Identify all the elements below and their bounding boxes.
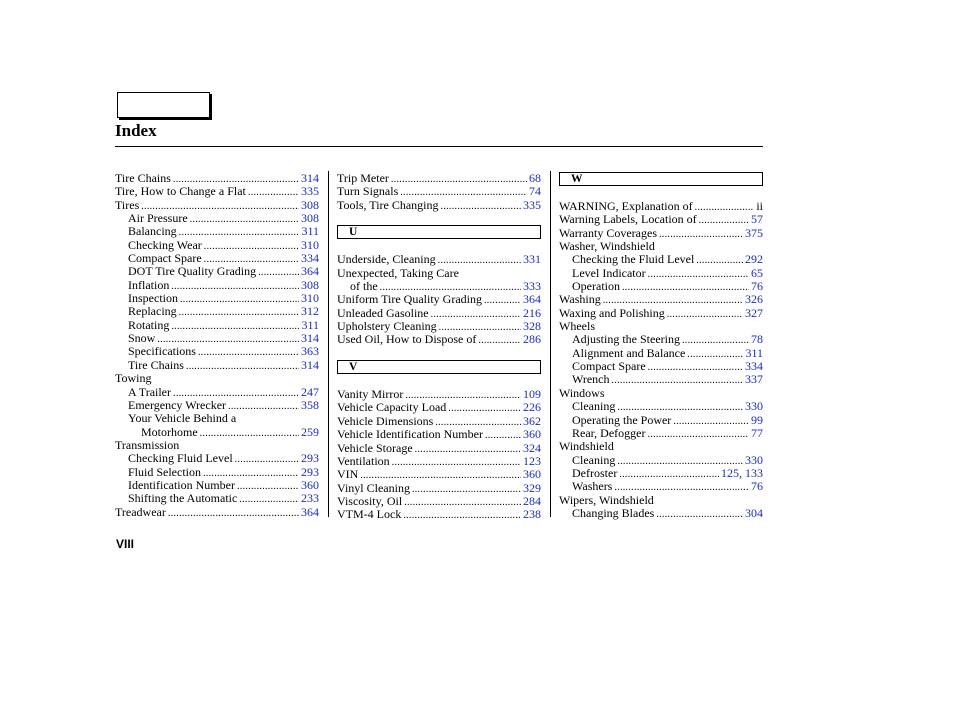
dot-leader: [237, 480, 299, 493]
page-reference-link[interactable]: 293: [301, 451, 319, 466]
index-entry[interactable]: [115, 492, 319, 505]
dot-leader: [415, 443, 521, 456]
index-entry-label: Checking Wear: [128, 237, 202, 252]
index-entry[interactable]: [115, 292, 319, 305]
index-entry[interactable]: [337, 401, 541, 414]
index-entry-label: Adjusting the Steering: [572, 332, 680, 347]
index-entry[interactable]: [559, 414, 763, 427]
index-letter-heading: U: [337, 225, 541, 239]
index-entry-label: Trip Meter: [337, 171, 389, 185]
index-entry[interactable]: [337, 333, 541, 346]
index-entry[interactable]: [559, 347, 763, 360]
page-reference-link[interactable]: 308: [301, 277, 319, 292]
index-entry-label: Warranty Coverages: [559, 225, 657, 240]
index-entry[interactable]: [337, 428, 541, 441]
page-reference-link[interactable]: 364: [301, 264, 319, 279]
index-heading: [115, 372, 319, 385]
page-reference-link[interactable]: 363: [301, 344, 319, 359]
dot-leader: [171, 280, 299, 293]
dot-leader: [667, 308, 743, 321]
dot-leader: [648, 268, 749, 281]
index-entry[interactable]: [115, 506, 319, 519]
index-entry[interactable]: [559, 373, 763, 386]
dot-leader: [171, 320, 299, 333]
index-entry-label: Vanity Mirror: [337, 387, 404, 402]
index-entry[interactable]: [337, 185, 541, 198]
page-reference-link[interactable]: 99: [751, 412, 763, 427]
index-entry-label: Wipers, Windshield: [559, 492, 654, 507]
dot-leader: [198, 346, 299, 359]
page-reference-link[interactable]: 335: [301, 184, 319, 199]
index-entry[interactable]: [559, 200, 763, 213]
index-heading: [337, 267, 541, 280]
index-entry-label: Vehicle Identification Number: [337, 427, 483, 442]
column-divider-2: [550, 171, 551, 517]
dot-leader: [699, 214, 749, 227]
dot-leader: [204, 240, 299, 253]
index-entry-label: Waxing and Polishing: [559, 305, 665, 320]
page-reference-link[interactable]: 57: [751, 212, 763, 227]
index-entry-label: Tire, How to Change a Flat: [115, 184, 246, 199]
dot-leader: [392, 456, 521, 469]
page-reference-link[interactable]: 238: [523, 507, 541, 522]
index-entry[interactable]: [337, 508, 541, 521]
page-reference-link[interactable]: 308: [301, 197, 319, 212]
index-column-1: [115, 172, 319, 519]
index-entry[interactable]: [337, 495, 541, 508]
page-reference-link[interactable]: 329: [523, 480, 541, 495]
index-entry[interactable]: [559, 467, 763, 480]
index-entry-label: Cleaning: [572, 399, 616, 414]
index-entry[interactable]: [115, 199, 319, 212]
page-reference-link[interactable]: 68: [529, 171, 541, 185]
dot-leader: [179, 306, 299, 319]
page-reference-link[interactable]: 308: [301, 211, 319, 226]
index-entry[interactable]: [115, 319, 319, 332]
dot-leader: [478, 334, 521, 347]
index-entry[interactable]: [115, 252, 319, 265]
dot-leader: [186, 360, 299, 373]
index-entry[interactable]: [559, 400, 763, 413]
index-entry-label: Vehicle Dimensions: [337, 413, 434, 428]
page-reference-link[interactable]: 334: [301, 251, 319, 266]
index-entry-label: Wrench: [572, 372, 610, 387]
index-heading: [115, 439, 319, 452]
index-letter-heading: W: [559, 172, 763, 186]
index-entry[interactable]: [337, 172, 541, 185]
index-entry[interactable]: [337, 468, 541, 481]
dot-leader: [431, 308, 521, 321]
page-reference-link[interactable]: 77: [751, 425, 763, 440]
index-entry-label: Tire Chains: [128, 357, 184, 372]
index-entry-label: A Trailer: [128, 384, 172, 399]
index-entry-label: Viscosity, Oil: [337, 493, 403, 508]
index-entry-label: Uniform Tire Quality Grading: [337, 292, 482, 307]
dot-leader: [248, 186, 299, 199]
page-reference-link[interactable]: 312: [301, 304, 319, 319]
index-entry-label: Vehicle Storage: [337, 440, 413, 455]
index-entry[interactable]: [115, 225, 319, 238]
dot-leader: [391, 173, 527, 186]
page-reference-link[interactable]: 304: [745, 505, 763, 520]
dot-leader: [648, 361, 743, 374]
page-reference-link[interactable]: 293: [301, 464, 319, 479]
dot-leader: [659, 228, 743, 241]
dot-leader: [619, 468, 719, 481]
section-tab-box: [117, 92, 210, 118]
index-spacer: [337, 212, 541, 225]
index-entry-label: Identification Number: [128, 477, 235, 492]
index-entry[interactable]: [337, 388, 541, 401]
index-entry-label: Turn Signals: [337, 184, 399, 199]
page-reference-link[interactable]: 65: [751, 265, 763, 280]
page-reference-link[interactable]: 360: [523, 467, 541, 482]
dot-leader: [448, 402, 521, 415]
page-reference-link[interactable]: 78: [751, 332, 763, 347]
page-reference-link[interactable]: 76: [751, 479, 763, 494]
index-entry-label: Operation: [572, 279, 620, 294]
index-entry-label: Compact Spare: [572, 359, 646, 374]
page-reference-link[interactable]: 216: [523, 305, 541, 320]
dot-leader: [404, 496, 521, 509]
dot-leader: [647, 428, 749, 441]
index-entry[interactable]: [559, 480, 763, 493]
page-reference-link[interactable]: 76: [751, 279, 763, 294]
index-entry-label: Replacing: [128, 304, 177, 319]
index-entry-label: Warning Labels, Location of: [559, 212, 697, 227]
page-reference-link[interactable]: 358: [301, 397, 319, 412]
index-entry-label: Inspection: [128, 291, 178, 306]
index-entry-label: Cleaning: [572, 452, 616, 467]
index-entry-label: Changing Blades: [572, 505, 655, 520]
index-entry-label: Inflation: [128, 277, 170, 292]
index-heading: [559, 440, 763, 453]
index-entry-label: Checking the Fluid Level: [572, 252, 695, 267]
title-divider: [115, 146, 763, 147]
dot-leader: [656, 508, 743, 521]
dot-leader: [239, 493, 299, 506]
page-reference-link[interactable]: 364: [523, 292, 541, 307]
index-entry[interactable]: [115, 345, 319, 358]
index-entry[interactable]: [337, 280, 541, 293]
index-entry[interactable]: [337, 415, 541, 428]
index-entry[interactable]: [115, 279, 319, 292]
index-entry-label: Used Oil, How to Dispose of: [337, 332, 477, 347]
index-entry[interactable]: [337, 320, 541, 333]
index-entry-label: Ventilation: [337, 453, 390, 468]
page-reference-link[interactable]: 375: [745, 225, 763, 240]
page-reference-link[interactable]: 314: [301, 171, 319, 185]
page-reference-link[interactable]: 109: [523, 387, 541, 402]
dot-leader: [200, 427, 299, 440]
page-reference-link[interactable]: 324: [523, 440, 541, 455]
page-reference-link[interactable]: 125, 133: [721, 465, 763, 480]
index-entry[interactable]: [115, 479, 319, 492]
dot-leader: [180, 293, 299, 306]
index-entry[interactable]: [337, 455, 541, 468]
dot-leader: [168, 507, 299, 520]
dot-leader: [696, 254, 743, 267]
index-column-2: [337, 172, 541, 522]
page-reference-link[interactable]: 314: [301, 357, 319, 372]
index-entry[interactable]: [559, 427, 763, 440]
index-entry-label: Upholstery Cleaning: [337, 319, 437, 334]
index-entry[interactable]: [337, 482, 541, 495]
index-entry-label: Unexpected, Taking Care: [337, 265, 459, 280]
index-entry[interactable]: [115, 426, 319, 439]
index-entry-label: Rear, Defogger: [572, 425, 646, 440]
page-reference-link[interactable]: 330: [745, 399, 763, 414]
index-entry[interactable]: [559, 280, 763, 293]
page-reference-link[interactable]: 226: [523, 400, 541, 415]
index-entry-label: Vehicle Capacity Load: [337, 400, 447, 415]
dot-leader: [235, 453, 299, 466]
index-entry-label: Tools, Tire Changing: [337, 197, 439, 212]
dot-leader: [622, 281, 749, 294]
index-entry-label: Your Vehicle Behind a: [128, 411, 237, 426]
page-reference-link[interactable]: 259: [301, 424, 319, 439]
page-reference-link[interactable]: 314: [301, 331, 319, 346]
index-entry[interactable]: [559, 333, 763, 346]
index-entry-label: Underside, Cleaning: [337, 252, 436, 267]
page-reference-link[interactable]: 360: [523, 427, 541, 442]
index-entry-label: Alignment and Balance: [572, 345, 686, 360]
dot-leader: [228, 400, 299, 413]
dot-leader: [485, 429, 521, 442]
index-entry-label: Air Pressure: [128, 211, 188, 226]
index-entry-label: Defroster: [572, 465, 618, 480]
dot-leader: [441, 200, 521, 213]
page-reference-link[interactable]: 327: [745, 305, 763, 320]
index-entry-label: Specifications: [128, 344, 196, 359]
index-entry[interactable]: [115, 452, 319, 465]
index-heading: [559, 320, 763, 333]
dot-leader: [673, 415, 749, 428]
index-entry-label: DOT Tire Quality Grading: [128, 264, 257, 279]
page-reference-link[interactable]: 247: [301, 384, 319, 399]
page-reference-link[interactable]: 233: [301, 491, 319, 506]
index-entry-label: Motorhome: [141, 424, 198, 439]
index-entry-label: Washers: [572, 479, 613, 494]
index-entry-label: Operating the Power: [572, 412, 672, 427]
index-entry[interactable]: [337, 307, 541, 320]
page-number: VIII: [116, 537, 135, 551]
index-entry[interactable]: [115, 305, 319, 318]
index-entry-label: Unleaded Gasoline: [337, 305, 429, 320]
page-reference-link[interactable]: 311: [301, 317, 319, 332]
page-reference-link[interactable]: 284: [523, 493, 541, 508]
index-entry[interactable]: [337, 293, 541, 306]
index-heading: [559, 494, 763, 507]
index-entry-label: Washer, Windshield: [559, 239, 655, 254]
index-entry-label: Checking Fluid Level: [128, 451, 233, 466]
index-entry-label: Windshield: [559, 439, 614, 454]
index-entry[interactable]: [115, 265, 319, 278]
index-entry[interactable]: [115, 332, 319, 345]
index-entry-label: Compact Spare: [128, 251, 202, 266]
dot-leader: [412, 483, 521, 496]
page-reference-link[interactable]: 292: [745, 252, 763, 267]
dot-leader: [687, 348, 743, 361]
index-entry[interactable]: [559, 213, 763, 226]
index-entry[interactable]: [115, 359, 319, 372]
page-reference-link[interactable]: 337: [745, 372, 763, 387]
index-entry-label: Snow: [128, 331, 156, 346]
index-entry[interactable]: [559, 253, 763, 266]
index-entry-label: Windows: [559, 385, 605, 400]
index-entry-label: Shifting the Automatic: [128, 491, 238, 506]
page-reference-link[interactable]: 335: [523, 197, 541, 212]
index-entry-label: Treadwear: [115, 504, 166, 519]
dot-leader: [612, 374, 744, 387]
index-entry-label: Rotating: [128, 317, 170, 332]
dot-leader: [403, 509, 521, 522]
index-entry-label: Wheels: [559, 319, 595, 334]
index-heading: [115, 412, 319, 425]
page-reference-link[interactable]: 311: [301, 224, 319, 239]
index-entry[interactable]: [337, 199, 541, 212]
index-entry-label: Transmission: [115, 437, 180, 452]
index-entry-label: Emergency Wrecker: [128, 397, 227, 412]
index-entry-label: WARNING, Explanation of: [559, 199, 693, 213]
dot-leader: [258, 266, 299, 279]
index-entry[interactable]: [559, 507, 763, 520]
page-reference-link[interactable]: 328: [523, 319, 541, 334]
index-entry-label: Fluid Selection: [128, 464, 201, 479]
page-reference-link[interactable]: 364: [301, 504, 319, 519]
index-entry-label: of the: [350, 279, 378, 294]
page-title: Index: [115, 121, 157, 140]
index-entry-label: VTM-4 Lock: [337, 507, 402, 522]
page-reference-link[interactable]: 326: [745, 292, 763, 307]
index-entry[interactable]: [337, 253, 541, 266]
page-reference-link[interactable]: 362: [523, 413, 541, 428]
index-letter-heading: V: [337, 360, 541, 374]
page-reference-link[interactable]: 310: [301, 237, 319, 252]
index-entry[interactable]: [115, 172, 319, 185]
column-divider-1: [328, 171, 329, 517]
page-reference-link[interactable]: 123: [523, 453, 541, 468]
page-reference-link[interactable]: 331: [523, 252, 541, 267]
index-entry[interactable]: [559, 267, 763, 280]
index-entry[interactable]: [115, 386, 319, 399]
index-entry-label: Tires: [115, 197, 140, 212]
index-entry-label: Washing: [559, 292, 601, 307]
index-entry-label: Tire Chains: [115, 171, 171, 185]
index-heading: [559, 387, 763, 400]
dot-leader: [682, 334, 749, 347]
index-entry[interactable]: [115, 185, 319, 198]
index-column-3: [559, 172, 763, 520]
dot-leader: [190, 213, 299, 226]
dot-leader: [695, 201, 755, 214]
index-entry[interactable]: [559, 454, 763, 467]
index-entry[interactable]: [559, 360, 763, 373]
page-reference-link[interactable]: 330: [745, 452, 763, 467]
index-entry[interactable]: [559, 307, 763, 320]
index-entry[interactable]: [559, 293, 763, 306]
page-reference-link[interactable]: 360: [301, 477, 319, 492]
index-entry[interactable]: [115, 466, 319, 479]
page-reference-link[interactable]: 286: [523, 332, 541, 347]
index-heading: [559, 240, 763, 253]
index-entry-label: Vinyl Cleaning: [337, 480, 410, 495]
index-entry[interactable]: [115, 212, 319, 225]
index-entry[interactable]: [115, 399, 319, 412]
page-reference-link[interactable]: ii: [756, 199, 763, 213]
index-entry[interactable]: [115, 239, 319, 252]
index-spacer: [337, 347, 541, 360]
index-entry[interactable]: [559, 227, 763, 240]
page-reference-link[interactable]: 333: [523, 279, 541, 294]
page-reference-link[interactable]: 74: [529, 184, 541, 199]
index-entry-label: VIN: [337, 467, 359, 482]
page-reference-link[interactable]: 310: [301, 291, 319, 306]
index-entry-label: Balancing: [128, 224, 177, 239]
page-reference-link[interactable]: 311: [745, 345, 763, 360]
index-entry-label: Level Indicator: [572, 265, 646, 280]
index-entry[interactable]: [337, 442, 541, 455]
page-reference-link[interactable]: 334: [745, 359, 763, 374]
index-entry-label: Towing: [115, 371, 152, 386]
dot-leader: [484, 294, 521, 307]
